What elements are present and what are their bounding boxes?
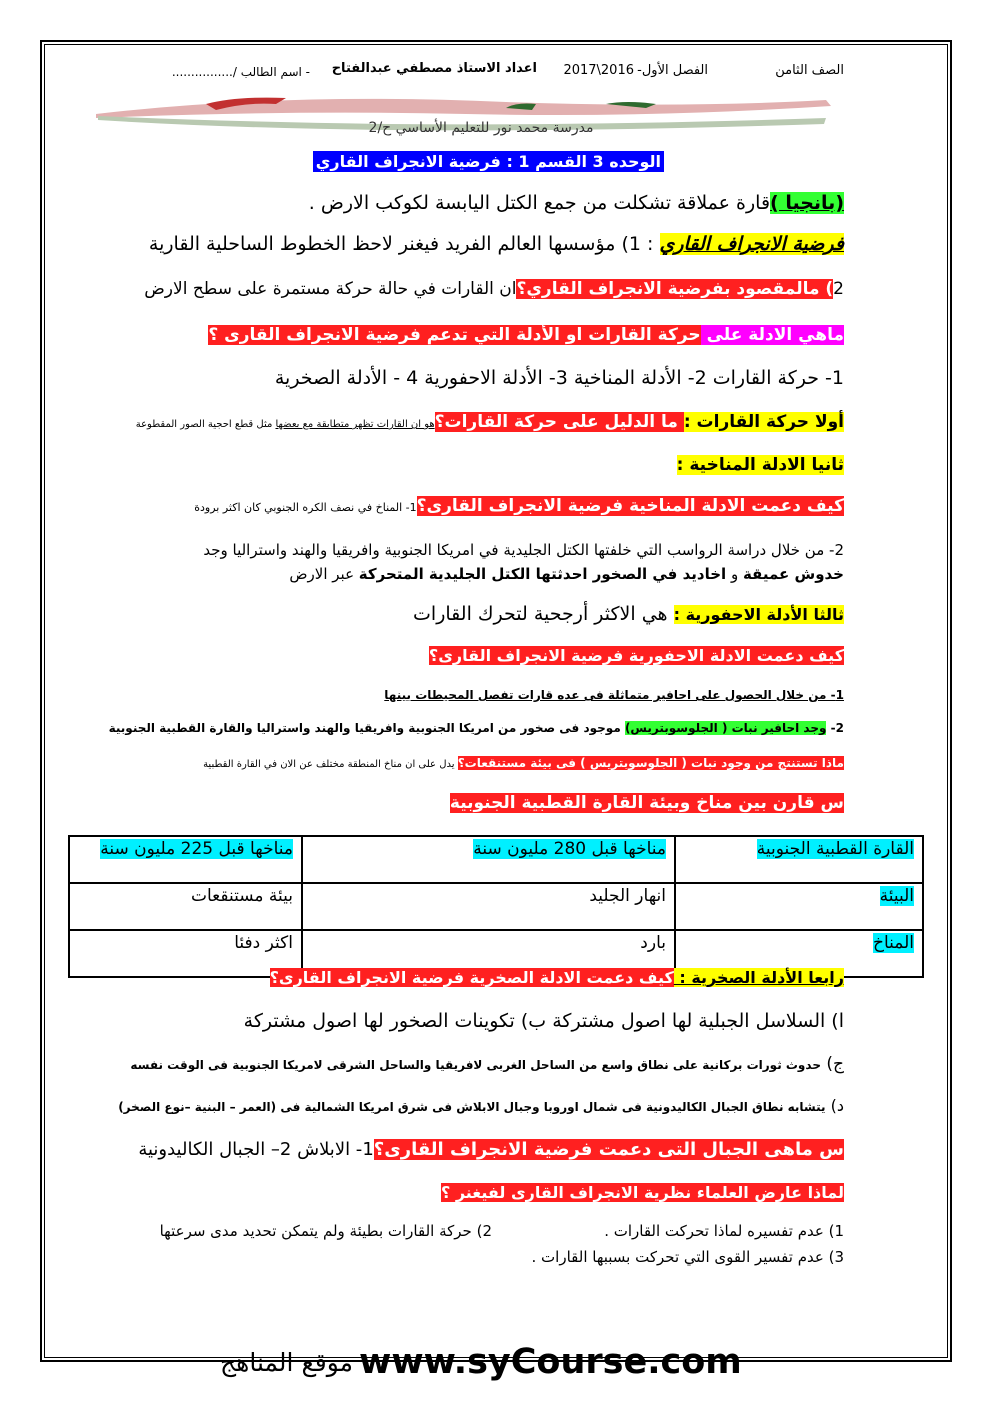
first-question: ما الدليل على حركة القارات؟ — [434, 412, 684, 432]
rock-answer-c: ج) حدوث ثورات بركانية على نطاق واسع من الساحل الغربى لافريقيا والساحل الشرقى لامريكا الجنوبية فى الوقت نفسه — [130, 1054, 844, 1074]
fossil-question: كيف دعمت الادلة الاحفورية فرضية الانجراف القارى؟ — [428, 646, 844, 665]
reason-3: 3) عدم تفسير القوى التي تحركت بسببها القارات . — [531, 1248, 844, 1266]
fourth-evidence-line — [270, 968, 844, 987]
table-cell: انهار الجليد — [302, 883, 675, 930]
climate-question-line — [194, 496, 844, 516]
table-cell: بيئة مستنقعات — [69, 883, 302, 930]
conclude-question: ماذا تستنتج من وجود نبات ( الجلوسوبتريس ) فى بيئة مستنقعات؟ — [457, 756, 844, 770]
climate-line-2: خدوش عميقة و اخاديد في الصخور احدثتها الكتل الجليدية المتحركة عبر الارض — [289, 565, 844, 583]
mountains-answer: 1- الابلاش 2– الجبال الكاليدونية — [138, 1139, 374, 1160]
comparison-table — [68, 835, 924, 978]
conclude-line — [203, 756, 844, 770]
pangaea-line — [309, 192, 844, 214]
climate-line-1: 2- من خلال دراسة الرواسب التي خلفتها الكتل الجليدية في امريكا الجنوبية وافريقيا والهند واستراليا وجد — [203, 541, 844, 559]
first-evidence-line: أولا حركة القارات : ما الدليل على حركة القارات؟هو ان القارات تظهر متطابقة مع بعضها مثل قطع احجية الصور المقطوعة — [135, 412, 844, 432]
site-arabic: موقع المناهج — [220, 1347, 354, 1377]
fossil-answer-2: 2- وجد احافير نبات ( الجلوسوبتريس) موجود فى صخور من امريكا الجنوبية وافريقيا والهند واستراليا والقارة القطبية الجنوبية — [108, 721, 844, 735]
third-label: ثالثا الأدلة الاحفورية : — [673, 605, 844, 624]
header-term: الفصل الأول- — [637, 63, 708, 78]
meaning-line — [144, 279, 844, 299]
second-label: ثانيا الادلة المناخية : — [676, 455, 844, 475]
drift-term: فرضية الانجراف القاري — [659, 233, 844, 255]
fourth-question: كيف دعمت الادلة الصخرية فرضية الانجراف القارى؟ — [269, 968, 674, 987]
reason-2: 2) حركة القارات بطيئة ولم يتمكن تحديد مدى سرعتها — [159, 1222, 492, 1240]
table-cell: المناخ — [675, 930, 923, 977]
table-row — [69, 836, 923, 883]
meaning-num: 2 — [833, 279, 844, 299]
reason-1: 1) عدم تفسيره لماذا تحركت القارات . — [604, 1222, 844, 1240]
meaning-answer: ان القارات في حالة حركة مستمرة على سطح الارض — [144, 279, 517, 299]
page-title: الوحده 3 القسم 1 : فرضية الانجراف القاري — [313, 151, 664, 172]
climate-question: كيف دعمت الادلة المناخية فرضية الانجراف القارى؟ — [416, 496, 844, 516]
pangaea-def: قارة عملاقة تشكلت من جمع الكتل اليابسة لكوكب الارض . — [308, 192, 771, 214]
fourth-label: رابعا الأدلة الصخرية : — [673, 968, 844, 987]
header-author: اعداد الاستاذ مصطفي عبدالفتاح — [331, 61, 537, 76]
drift-line — [149, 233, 844, 255]
climate-answer: 1- المناخ في نصف الكره الجنوبي كان اكثر برودة — [194, 501, 417, 514]
table-cell: مناخها قبل 225 مليون سنة — [69, 836, 302, 883]
compare-question: س قارن بين مناخ وبيئة القارة القطبية الجنوبية — [449, 793, 844, 813]
header-year: 2017\2016 — [563, 63, 634, 78]
first-label: أولا حركة القارات : — [683, 412, 844, 432]
site-footer — [220, 1342, 742, 1382]
table-cell: اكثر دفئا — [69, 930, 302, 977]
header-student: - اسم الطالب /................ — [171, 65, 310, 79]
school-name: مدرسة محمد نور للتعليم الأساسي ح/2 — [368, 120, 594, 136]
drift-text: : 1) مؤسسها العالم الفريد فيغنر لاحظ الخطوط الساحلية القارية — [148, 233, 660, 255]
mountains-question: س ماهى الجبال التى دعمت فرضية الانجراف القارى؟ — [373, 1139, 844, 1160]
school-banner-logo — [86, 92, 846, 136]
mountains-line — [138, 1139, 844, 1160]
rock-answer-ab: ا) السلاسل الجبلية لها اصول مشتركة ب) تكوينات الصخور لها اصول مشتركة — [243, 1010, 844, 1032]
conclude-answer: يدل على ان مناخ المنطقة مختلف عن الان في القارة القطبية — [203, 759, 458, 770]
table-cell: مناخها قبل 280 مليون سنة — [302, 836, 675, 883]
table-cell: بارد — [302, 930, 675, 977]
table-cell: القارة القطبية الجنوبية — [675, 836, 923, 883]
meaning-question: ) مالمقصود بفرضية الانجراف القاري؟ — [516, 279, 834, 299]
opposed-question: لماذا عارض العلماء نظرية الانجراف القارى لفيغنر ؟ — [440, 1183, 844, 1202]
table-row — [69, 883, 923, 930]
evidence-list: 1- حركة القارات 2- الأدلة المناخية 3- الأدلة الاحفورية 4 - الأدلة الصخرية — [274, 367, 844, 389]
pangaea-term: (بانجيا ) — [770, 192, 844, 214]
third-evidence-line: ثالثا الأدلة الاحفورية : هي الاكثر أرجحية لتحرك القارات — [413, 603, 844, 625]
rock-answer-d: د) يتشابه نطاق الجبال الكاليدونية فى شمال اوروبا وجبال الابلاش فى شرق امريكا الشمالية فى (العمر – البنية –نوع الصخر) — [118, 1096, 844, 1115]
site-url: www.syCourse.com — [359, 1342, 742, 1382]
fossil-answer-1: 1- من خلال الحصول على احافير متماثلة فى عده قارات تفصل المحيطات بينها — [384, 688, 844, 702]
evidence-question: ماهي الادلة على حركة القارات او الأدلة التي تدعم فرضية الانجراف القارى ؟ — [208, 325, 844, 345]
header-grade: الصف الثامن — [775, 63, 844, 78]
table-cell: البيئة — [675, 883, 923, 930]
